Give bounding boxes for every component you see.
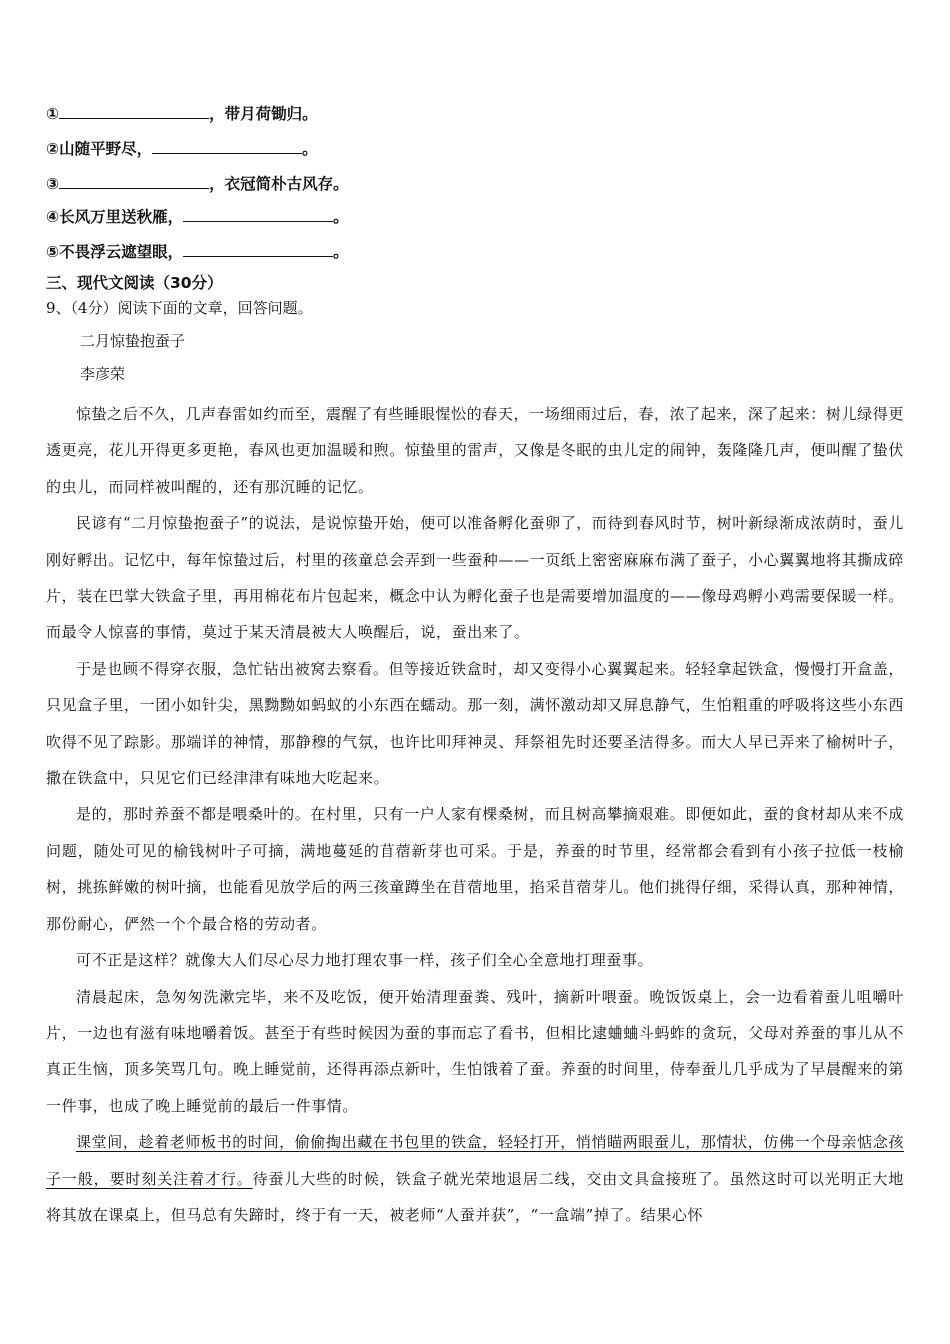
fill-marker: ② xyxy=(46,140,60,158)
fill-item-3 xyxy=(46,173,349,194)
fill-after: 。 xyxy=(333,208,349,226)
question-prompt: 9、（4分）阅读下面的文章，回答问题。 xyxy=(46,299,313,317)
fill-item-5 xyxy=(46,241,349,262)
article-author: 李彦荣 xyxy=(80,365,126,383)
fill-marker: ① xyxy=(46,105,60,123)
article-paragraph: 民谚有“二月惊蛰抱蚕子”的说法，是说惊蛰开始，便可以准备孵化蚕卵了，而待到春风时节，树叶新绿渐成浓荫时，蚕儿刚好孵出。记忆中，每年惊蛰过后，村里的孩童总会弄到一些蚕种——一页纸上密密麻麻布满了蚕子，小心翼翼地将其撕成碎片，装在巴掌大铁盒子里，再用棉花布片包起来，概念中认为孵化蚕子也是需要增加温度的——像母鸡孵小鸡需要保暖一样。而最令人惊喜的事情，莫过于某天清晨被大人唤醒后，说，蚕出来了。 xyxy=(46,514,905,642)
fill-before: 不畏浮云遮望眼， xyxy=(59,243,184,261)
article-paragraph: 可不正是这样？就像大人们尽心尽力地打理农事一样，孩子们全心全意地打理蚕事。 xyxy=(76,951,654,970)
fill-marker: ④ xyxy=(46,208,60,226)
underlined-sentence: 课堂间，趁着老师板书的时间，偷偷掏出藏在书包里的铁盒，轻轻打开，悄悄瞄两眼蚕儿，那情状，仿佛一个母亲惦念孩子一般，要时刻关注着才行。 xyxy=(46,1133,904,1188)
answer-blank[interactable] xyxy=(183,206,333,222)
article-paragraph: 于是也顾不得穿衣服，急忙钻出被窝去察看。但等接近铁盒时，却又变得小心翼翼起来。轻轻拿起铁盒，慢慢打开盒盖，只见盒子里，一团小如针尖，黑黝黝如蚂蚁的小东西在蠕动。那一刻，满怀激动却又屏息静气，生怕粗重的呼吸将这些小东西吹得不见了踪影。那端详的神情，那静穆的气氛，也许比叩拜神灵、拜祭祖先时还要圣洁得多。而大人早已弄来了榆树叶子，撒在铁盒中，只见它们已经津津有味地大吃起来。 xyxy=(46,659,905,788)
article-paragraph: 惊蛰之后不久，几声春雷如约而至，震醒了有些睡眼惺忪的春天，一场细雨过后，春，浓了起来，深了起来：树儿绿得更透更亮，花儿开得更多更艳，春风也更加温暖和煦。惊蛰里的雷声，又像是冬眠的虫儿定的闹钟，轰隆隆几声，便叫醒了蛰伏的虫儿，而同样被叫醒的，还有那沉睡的记忆。 xyxy=(46,405,905,496)
article-paragraph-last xyxy=(46,1124,904,1233)
fill-marker: ⑤ xyxy=(46,243,60,261)
answer-blank[interactable] xyxy=(183,241,333,257)
article-paragraph: 是的，那时养蚕不都是喂桑叶的。在村里，只有一户人家有棵桑树，而且树高攀摘艰难。即便如此，蚕的食材却从来不成问题，随处可见的榆钱树叶子可摘，满地蔓延的苜蓿新芽也可采。于是，养蚕的时节里，经常都会看到有小孩子拉低一枝榆树，挑拣鲜嫩的树叶摘，也能看见放学后的两三孩童蹲坐在苜蓿地里，掐采苜蓿芽儿。他们挑得仔细，采得认真，那种神情，那份耐心，俨然一个个最合格的劳动者。 xyxy=(46,805,905,933)
fill-before: 山随平野尽， xyxy=(59,140,153,158)
fill-after: ，衣冠简朴古风存。 xyxy=(209,175,349,193)
fill-item-1 xyxy=(46,103,318,124)
fill-item-4 xyxy=(46,206,349,227)
fill-before: 长风万里送秋雁， xyxy=(59,208,184,226)
answer-blank[interactable] xyxy=(152,138,302,154)
fill-after: 。 xyxy=(333,243,349,261)
section-heading: 三、现代文阅读（30分） xyxy=(46,274,223,292)
fill-after: ，带月荷锄归。 xyxy=(209,105,318,123)
paragraph-continuation: 待蚕儿大些的时候，铁盒子就光荣地退居二线，交由文具盒接班了。虽然这时可以光明正大地将其放在课桌上，但马总有失蹄时，终于有一天，被老师“人蚕并获”，“一盒端”掉了。结果心怀 xyxy=(46,1169,904,1224)
article-title: 二月惊蛰抱蚕子 xyxy=(80,332,186,350)
fill-item-2 xyxy=(46,138,318,159)
article-body xyxy=(46,396,904,1233)
fill-after: 。 xyxy=(302,140,318,158)
answer-blank[interactable] xyxy=(59,173,209,189)
fill-marker: ③ xyxy=(46,175,60,193)
answer-blank[interactable] xyxy=(59,103,209,119)
article-paragraph: 清晨起床，急匆匆洗漱完毕，来不及吃饭，便开始清理蚕粪、残叶，摘新叶喂蚕。晚饭饭桌上，会一边看着蚕儿咀嚼叶片，一边也有滋有味地嚼着饭。甚至于有些时候因为蚕的事而忘了看书，但相比逮蛐蛐斗蚂蚱的贪玩，父母对养蚕的事儿从不真正生恼，顶多笑骂几句。晚上睡觉前，还得再添点新叶，生怕饿着了蚕。养蚕的时间里，侍奉蚕儿几乎成为了早晨醒来的第一件事，也成了晚上睡觉前的最后一件事情。 xyxy=(46,987,905,1115)
